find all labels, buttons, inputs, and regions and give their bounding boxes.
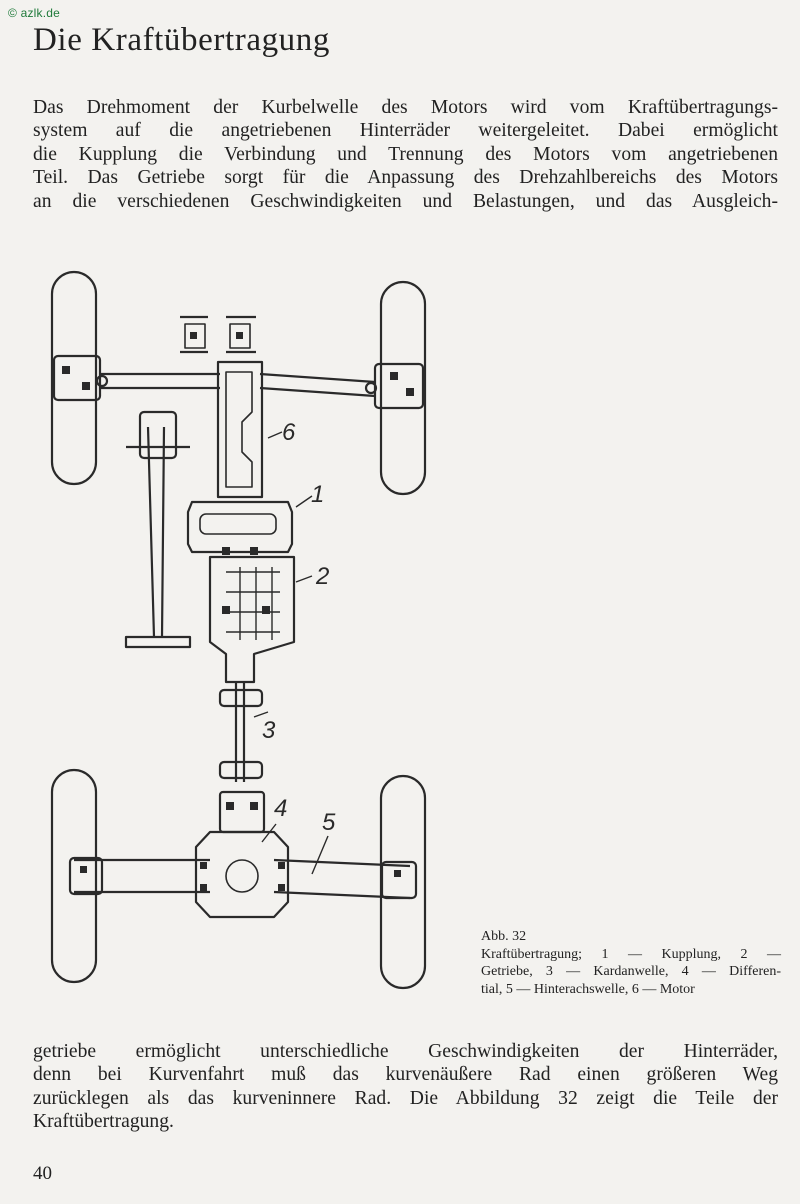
paragraph-line: die Kupplung die Verbindung und Trennung des Motors vom angetriebenen (33, 143, 778, 165)
caption-line: Getriebe, 3 — Kardanwelle, 4 — Differen- (481, 964, 781, 979)
page-number: 40 (33, 1163, 52, 1184)
gearbox-housing (210, 557, 294, 682)
differential-housing (196, 832, 288, 917)
watermark: © azlk.de (8, 6, 60, 20)
caption-line: Kraftübertragung; 1 — Kupplung, 2 — (481, 946, 781, 962)
steering-base (126, 637, 190, 647)
front-right-wheel (381, 282, 425, 494)
caption-title: Abb. 32 (481, 929, 527, 944)
paragraph-line: Das Drehmoment der Kurbelwelle des Motors wird vom Kraftübertragungs- (33, 97, 778, 118)
label-kupplung: 1 (311, 481, 325, 508)
label-getriebe: 2 (316, 563, 330, 590)
paragraph-line: zurücklegen als das kurveninnere Rad. Die Abbildung 32 zeigt die Teile der (33, 1087, 778, 1109)
drivetrain-diagram (30, 262, 470, 1002)
closing-paragraph (33, 1040, 778, 1134)
caption-line: tial, 5 — Hinterachswelle, 6 — Motor (481, 981, 695, 997)
paragraph-line: Teil. Das Getriebe sorgt für die Anpassung des Drehzahlbereichs des Motors (33, 167, 778, 189)
paragraph-line: an die verschiedenen Geschwindigkeiten und Belastungen, und das Ausgleich- (33, 190, 778, 212)
label-kardanwelle: 3 (262, 717, 276, 744)
rear-right-wheel (381, 776, 425, 988)
label-hinterachswelle: 5 (322, 809, 336, 836)
paragraph-line: system auf die angetriebenen Hinterräder weitergeleitet. Dabei ermöglicht (33, 120, 778, 142)
paragraph-line: Kraftübertragung. (33, 1111, 174, 1133)
rear-left-wheel (52, 770, 96, 982)
paragraph-line: getriebe ermöglicht unterschiedliche Geschwindigkeiten der Hinterräder, (33, 1041, 778, 1062)
page-title: Die Kraftübertragung (33, 22, 330, 58)
paragraph-line: denn bei Kurvenfahrt muß das kurvenäußere Rad einen größeren Weg (33, 1064, 778, 1086)
figure-caption (481, 928, 781, 998)
propeller-shaft (236, 682, 244, 782)
front-axle (100, 374, 375, 396)
label-differential: 4 (274, 795, 288, 822)
label-motor: 6 (282, 419, 296, 446)
front-left-wheel (52, 272, 96, 484)
intro-paragraph (33, 96, 778, 213)
drivetrain-drawing (30, 262, 470, 1002)
motor-block (218, 362, 262, 497)
